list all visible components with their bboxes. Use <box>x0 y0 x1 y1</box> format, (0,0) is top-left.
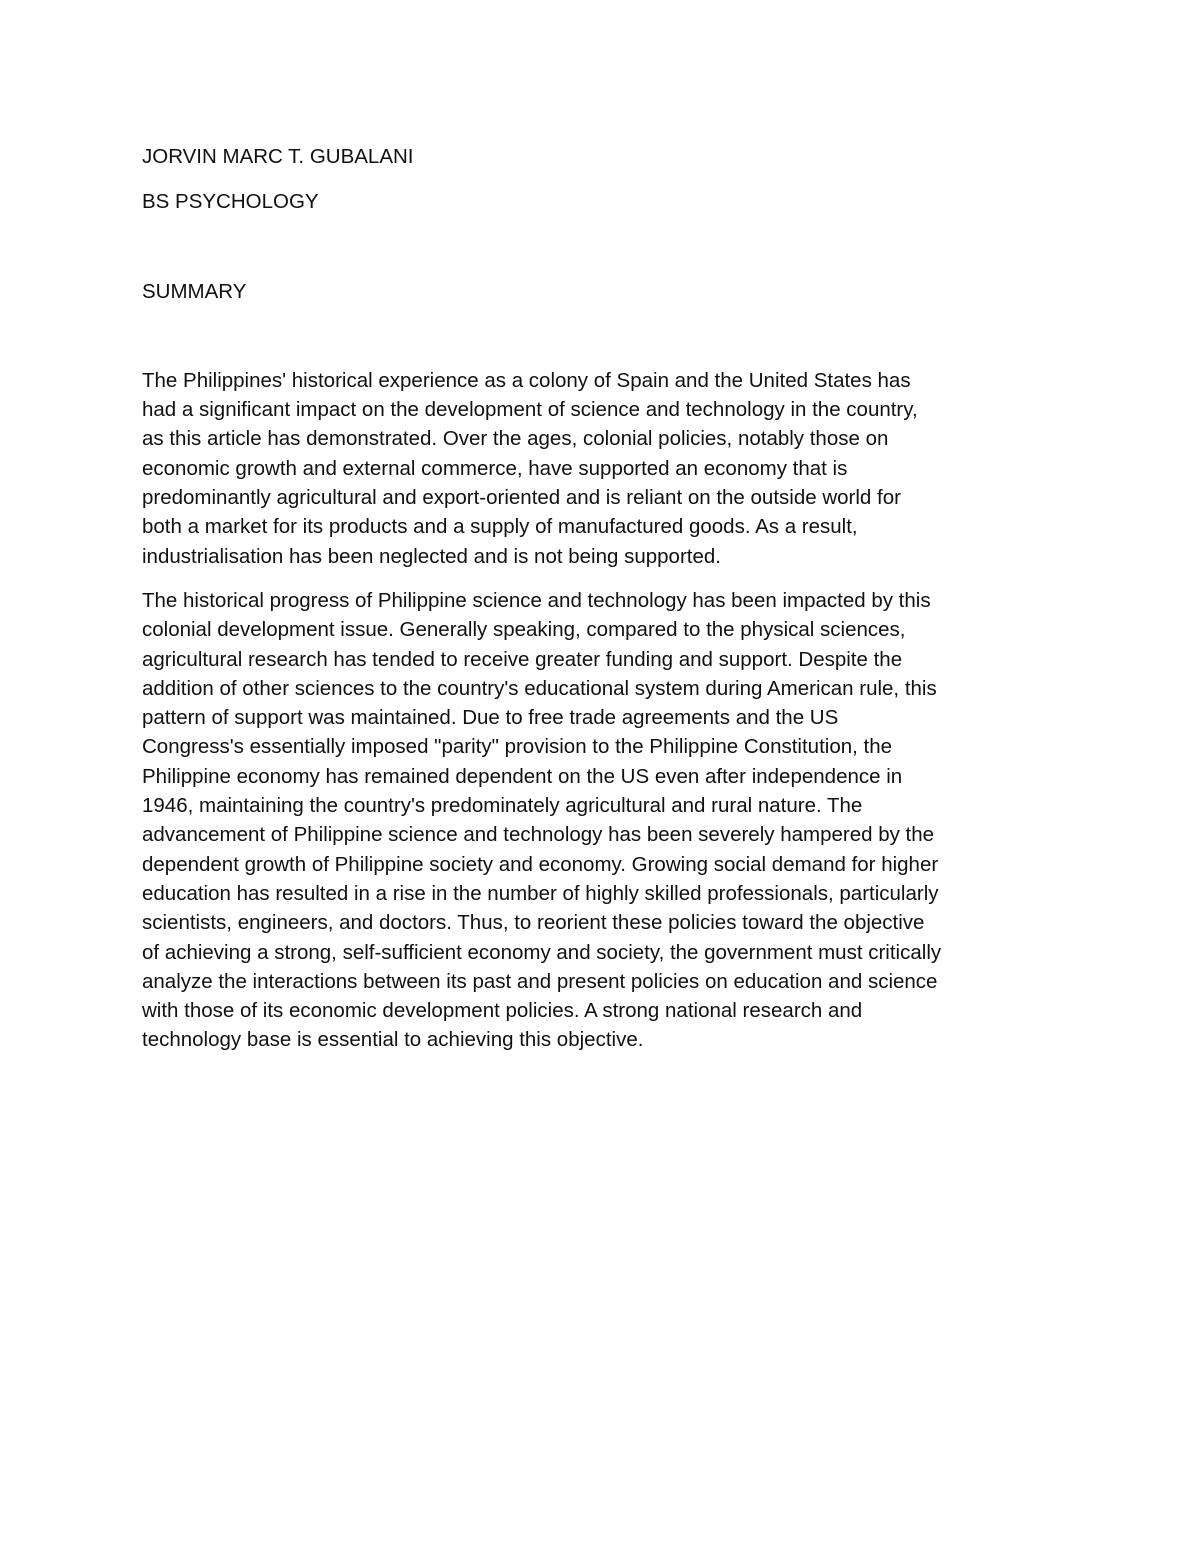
paragraph-line: industrialisation has been neglected and is not being supported. <box>142 544 721 568</box>
paragraph-line: with those of its economic development policies. A strong national research and <box>142 999 863 1023</box>
paragraph-line: analyze the interactions between its past and present policies on education and science <box>142 969 938 993</box>
paragraph-line: predominantly agricultural and export-oriented and is reliant on the outside world for <box>142 486 901 510</box>
paragraph-line: pattern of support was maintained. Due to free trade agreements and the US <box>142 706 839 730</box>
paragraph-1 <box>142 366 1072 571</box>
paragraph-line: scientists, engineers, and doctors. Thus, to reorient these policies toward the objective <box>142 911 925 935</box>
paragraph-line: addition of other sciences to the country's educational system during American rule, this <box>142 676 937 700</box>
document-content <box>142 142 1072 1055</box>
paragraph-line: 1946, maintaining the country's predominately agricultural and rural nature. The <box>142 794 863 818</box>
section-heading: SUMMARY <box>142 279 247 303</box>
paragraph-line: colonial development issue. Generally speaking, compared to the physical sciences, <box>142 618 906 642</box>
paragraph-line: agricultural research has tended to receive greater funding and support. Despite the <box>142 647 903 671</box>
paragraph-line: technology base is essential to achieving this objective. <box>142 1028 644 1052</box>
paragraph-line: Congress's essentially imposed "parity" provision to the Philippine Constitution, the <box>142 735 893 759</box>
paragraph-line: Philippine economy has remained dependent on the US even after independence in <box>142 764 903 788</box>
paragraph-line: as this article has demonstrated. Over the ages, colonial policies, notably those on <box>142 427 889 451</box>
author-name: JORVIN MARC T. GUBALANI <box>142 145 414 168</box>
program-name: BS PSYCHOLOGY <box>142 190 319 214</box>
paragraph-line: dependent growth of Philippine society and economy. Growing social demand for higher <box>142 852 939 876</box>
paragraph-line: economic growth and external commerce, have supported an economy that is <box>142 456 848 480</box>
paragraph-line: The historical progress of Philippine science and technology has been impacted by this <box>142 588 931 612</box>
paragraph-line: education has resulted in a rise in the number of highly skilled professionals, particularly <box>142 881 939 905</box>
paragraph-line: advancement of Philippine science and technology has been severely hampered by the <box>142 823 935 847</box>
paragraph-line: had a significant impact on the development of science and technology in the country, <box>142 398 918 422</box>
paragraph-line: of achieving a strong, self-sufficient economy and society, the government must critically <box>142 940 942 964</box>
paragraph-2 <box>142 586 1072 1055</box>
paragraph-line: The Philippines' historical experience as a colony of Spain and the United States has <box>142 368 911 392</box>
paragraph-line: both a market for its products and a supply of manufactured goods. As a result, <box>142 515 858 539</box>
